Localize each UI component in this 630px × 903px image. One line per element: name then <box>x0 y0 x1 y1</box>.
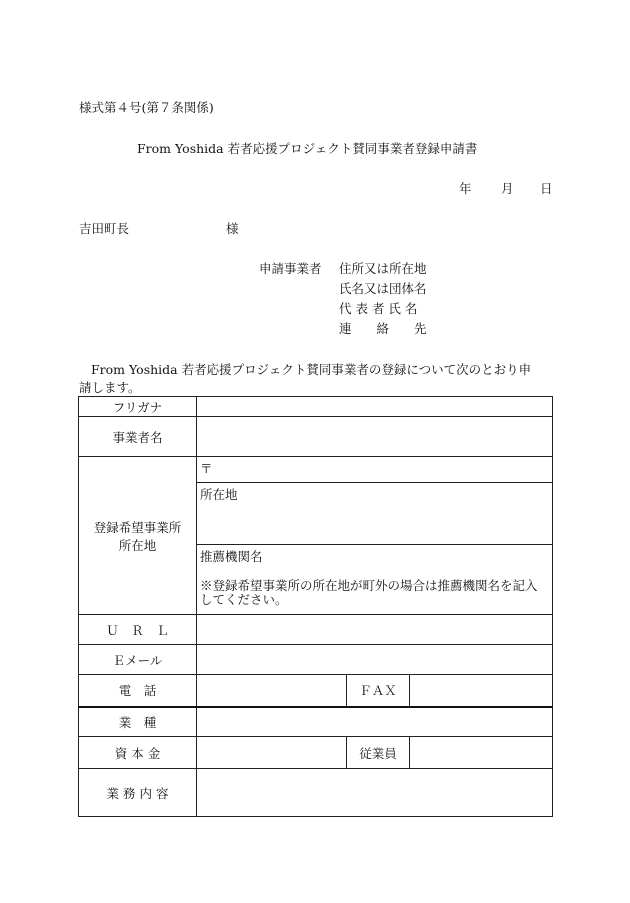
office-label-line-1: 登録希望事業所 <box>93 519 182 535</box>
industry-label: 業 種 <box>79 707 197 737</box>
email-field[interactable] <box>197 645 553 675</box>
industry-field[interactable] <box>197 707 553 737</box>
office-label-line-2: 所在地 <box>118 537 157 553</box>
recommender-field[interactable] <box>197 545 552 614</box>
location-label: 所在地 <box>200 487 238 502</box>
fax-label: ＦＡＸ <box>347 675 410 707</box>
location-field[interactable] <box>197 483 552 545</box>
intro-line-2: 請します。 <box>79 380 141 395</box>
applicant-field-contact: 連 絡 先 <box>339 321 427 336</box>
postal-code-field[interactable] <box>197 457 552 483</box>
office-location-cell <box>197 457 553 615</box>
recommender-label: 推薦機関名 <box>200 549 263 564</box>
registration-table <box>78 396 553 817</box>
page-title: From Yoshida 若者応援プロジェクト賛同事業者登録申請書 <box>137 141 478 156</box>
capital-label: 資 本 金 <box>79 737 197 769</box>
business-content-label: 業 務 内 容 <box>79 769 197 817</box>
phone-field[interactable] <box>197 675 347 707</box>
url-label: Ｕ Ｒ Ｌ <box>79 615 197 645</box>
business-content-field[interactable] <box>197 769 553 817</box>
date-year-label: 年 <box>459 181 472 196</box>
business-name-label: 事業者名 <box>79 417 197 457</box>
fax-field[interactable] <box>410 675 553 707</box>
applicant-field-address: 住所又は所在地 <box>339 261 427 276</box>
addressee-name: 吉田町長 <box>79 221 130 236</box>
furigana-label: フリガナ <box>79 397 197 417</box>
applicant-label: 申請事業者 <box>259 261 322 276</box>
business-name-field[interactable] <box>197 417 553 457</box>
applicant-field-name: 氏名又は団体名 <box>339 281 427 296</box>
furigana-field[interactable] <box>197 397 553 417</box>
date-day-label: 日 <box>540 181 553 196</box>
date-month-label: 月 <box>501 181 514 196</box>
form-number: 様式第４号(第７条関係) <box>79 100 214 115</box>
capital-field[interactable] <box>197 737 347 769</box>
addressee-honorific: 様 <box>226 221 239 236</box>
postal-mark: 〒 <box>200 461 213 476</box>
applicant-field-representative: 代 表 者 氏 名 <box>339 301 418 316</box>
recommender-note: ※登録希望事業所の所在地が町外の場合は推薦機関名を記入してください。 <box>200 578 538 607</box>
office-location-label <box>79 457 197 615</box>
employees-field[interactable] <box>410 737 553 769</box>
url-field[interactable] <box>197 615 553 645</box>
phone-label: 電 話 <box>79 675 197 707</box>
employees-label: 従業員 <box>347 737 410 769</box>
intro-line-1: From Yoshida 若者応援プロジェクト賛同事業者の登録について次のとおり申 <box>91 362 532 377</box>
email-label: Ｅメール <box>79 645 197 675</box>
